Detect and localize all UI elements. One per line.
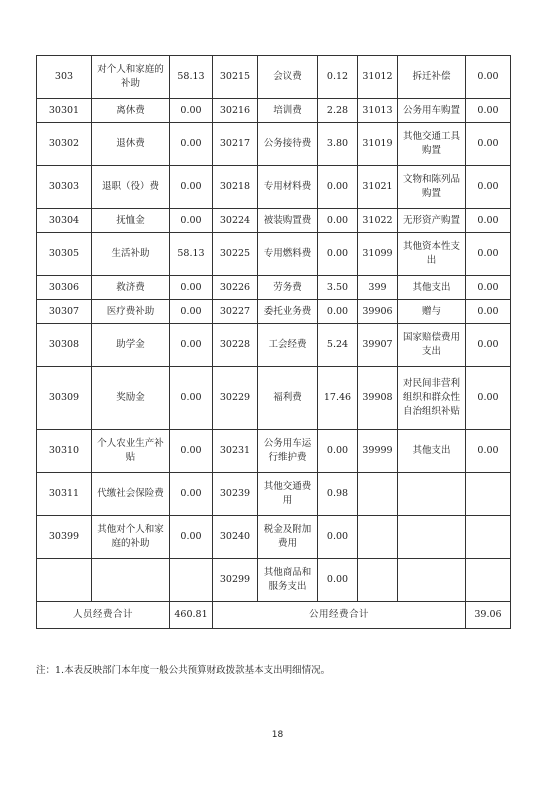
item-name-1: 助学金 [92,324,170,367]
code-1: 30305 [37,233,92,276]
amount-3 [466,473,511,516]
amount-2: 0.00 [318,209,358,233]
table-row [37,276,511,300]
amount-2: 5.24 [318,324,358,367]
table-row [37,233,511,276]
amount-3: 0.00 [466,99,511,123]
table-row [37,166,511,209]
item-name-2: 公务接待费 [258,123,318,166]
item-name-3: 无形资产购置 [398,209,466,233]
amount-3: 0.00 [466,300,511,324]
amount-1: 0.00 [170,516,213,559]
amount-3: 0.00 [466,324,511,367]
item-name-3: 文物和陈列品购置 [398,166,466,209]
item-name-3: 其他支出 [398,276,466,300]
table-row [37,123,511,166]
amount-1: 0.00 [170,166,213,209]
code-2: 30299 [213,559,258,602]
amount-3: 0.00 [466,56,511,99]
code-3: 39906 [358,300,398,324]
code-3: 39907 [358,324,398,367]
item-name-3 [398,473,466,516]
item-name-1: 救济费 [92,276,170,300]
personnel-total-value: 460.81 [170,602,213,629]
amount-2: 3.80 [318,123,358,166]
code-3: 39908 [358,367,398,430]
item-name-2: 税金及附加费用 [258,516,318,559]
code-3: 39999 [358,430,398,473]
item-name-1: 生活补助 [92,233,170,276]
item-name-3: 国家赔偿费用支出 [398,324,466,367]
code-3 [358,473,398,516]
public-total-value: 39.06 [466,602,511,629]
item-name-2: 委托业务费 [258,300,318,324]
item-name-1: 医疗费补助 [92,300,170,324]
code-1: 303 [37,56,92,99]
code-3: 399 [358,276,398,300]
code-2: 30216 [213,99,258,123]
item-name-3: 其他交通工具购置 [398,123,466,166]
code-1 [37,559,92,602]
code-3: 31021 [358,166,398,209]
item-name-1: 个人农业生产补贴 [92,430,170,473]
item-name-2: 其他交通费用 [258,473,318,516]
code-1: 30310 [37,430,92,473]
amount-2: 0.00 [318,233,358,276]
item-name-2: 培训费 [258,99,318,123]
code-3 [358,559,398,602]
amount-2: 0.00 [318,559,358,602]
amount-3: 0.00 [466,123,511,166]
item-name-1: 退职（役）费 [92,166,170,209]
table-row [37,559,511,602]
table-row [37,367,511,430]
code-1: 30306 [37,276,92,300]
amount-2: 0.00 [318,300,358,324]
amount-2: 17.46 [318,367,358,430]
amount-1: 0.00 [170,473,213,516]
amount-3: 0.00 [466,367,511,430]
item-name-2: 专用材料费 [258,166,318,209]
table-row [37,209,511,233]
amount-3: 0.00 [466,209,511,233]
code-2: 30239 [213,473,258,516]
item-name-3 [398,516,466,559]
code-2: 30240 [213,516,258,559]
amount-1: 0.00 [170,276,213,300]
code-1: 30311 [37,473,92,516]
code-2: 30231 [213,430,258,473]
amount-1: 0.00 [170,324,213,367]
code-1: 30309 [37,367,92,430]
code-2: 30228 [213,324,258,367]
code-2: 30224 [213,209,258,233]
amount-1: 0.00 [170,123,213,166]
code-2: 30218 [213,166,258,209]
item-name-3: 其他支出 [398,430,466,473]
amount-2: 0.00 [318,430,358,473]
item-name-3: 拆迁补偿 [398,56,466,99]
item-name-2: 工会经费 [258,324,318,367]
table-row [37,99,511,123]
item-name-1: 抚恤金 [92,209,170,233]
amount-2: 0.12 [318,56,358,99]
code-1: 30307 [37,300,92,324]
item-name-2: 福利费 [258,367,318,430]
item-name-3: 公务用车购置 [398,99,466,123]
code-1: 30302 [37,123,92,166]
amount-3: 0.00 [466,166,511,209]
amount-2: 0.00 [318,516,358,559]
amount-3: 0.00 [466,233,511,276]
item-name-1: 代缴社会保险费 [92,473,170,516]
code-1: 30399 [37,516,92,559]
code-2: 30217 [213,123,258,166]
item-name-1 [92,559,170,602]
code-2: 30229 [213,367,258,430]
item-name-1: 对个人和家庭的补助 [92,56,170,99]
item-name-1: 奖励金 [92,367,170,430]
table-row [37,516,511,559]
item-name-2: 被装购置费 [258,209,318,233]
code-3: 31012 [358,56,398,99]
public-total-label: 公用经费合计 [213,602,466,629]
amount-3: 0.00 [466,276,511,300]
item-name-2: 其他商品和服务支出 [258,559,318,602]
table-row [37,56,511,99]
amount-1: 58.13 [170,56,213,99]
code-3 [358,516,398,559]
amount-2: 0.98 [318,473,358,516]
amount-1: 0.00 [170,209,213,233]
amount-3 [466,559,511,602]
item-name-1: 离休费 [92,99,170,123]
item-name-1: 退休费 [92,123,170,166]
item-name-3 [398,559,466,602]
amount-1: 0.00 [170,367,213,430]
code-3: 31099 [358,233,398,276]
amount-1: 0.00 [170,99,213,123]
table-row [37,473,511,516]
item-name-2: 劳务费 [258,276,318,300]
table-row [37,430,511,473]
totals-row [37,602,511,629]
code-1: 30304 [37,209,92,233]
amount-1: 58.13 [170,233,213,276]
item-name-1: 其他对个人和家庭的补助 [92,516,170,559]
code-2: 30226 [213,276,258,300]
amount-2: 0.00 [318,166,358,209]
personnel-total-label: 人员经费合计 [37,602,170,629]
code-2: 30215 [213,56,258,99]
item-name-2: 专用燃料费 [258,233,318,276]
item-name-2: 公务用车运行维护费 [258,430,318,473]
code-3: 31022 [358,209,398,233]
item-name-3: 其他资本性支出 [398,233,466,276]
code-1: 30303 [37,166,92,209]
amount-1: 0.00 [170,300,213,324]
code-1: 30301 [37,99,92,123]
amount-3: 0.00 [466,430,511,473]
table-row [37,300,511,324]
amount-3 [466,516,511,559]
table-row [37,324,511,367]
page-number: 18 [271,730,284,740]
amount-2: 2.28 [318,99,358,123]
item-name-3: 对民间非营利组织和群众性自治组织补贴 [398,367,466,430]
item-name-3: 赠与 [398,300,466,324]
amount-1: 0.00 [170,430,213,473]
amount-1 [170,559,213,602]
code-2: 30225 [213,233,258,276]
amount-2: 3.50 [318,276,358,300]
expenditure-detail-table [36,55,511,629]
item-name-2: 会议费 [258,56,318,99]
code-1: 30308 [37,324,92,367]
code-2: 30227 [213,300,258,324]
table-note: 注：1.本表反映部门本年度一般公共预算财政拨款基本支出明细情况。 [36,665,331,676]
code-3: 31019 [358,123,398,166]
code-3: 31013 [358,99,398,123]
